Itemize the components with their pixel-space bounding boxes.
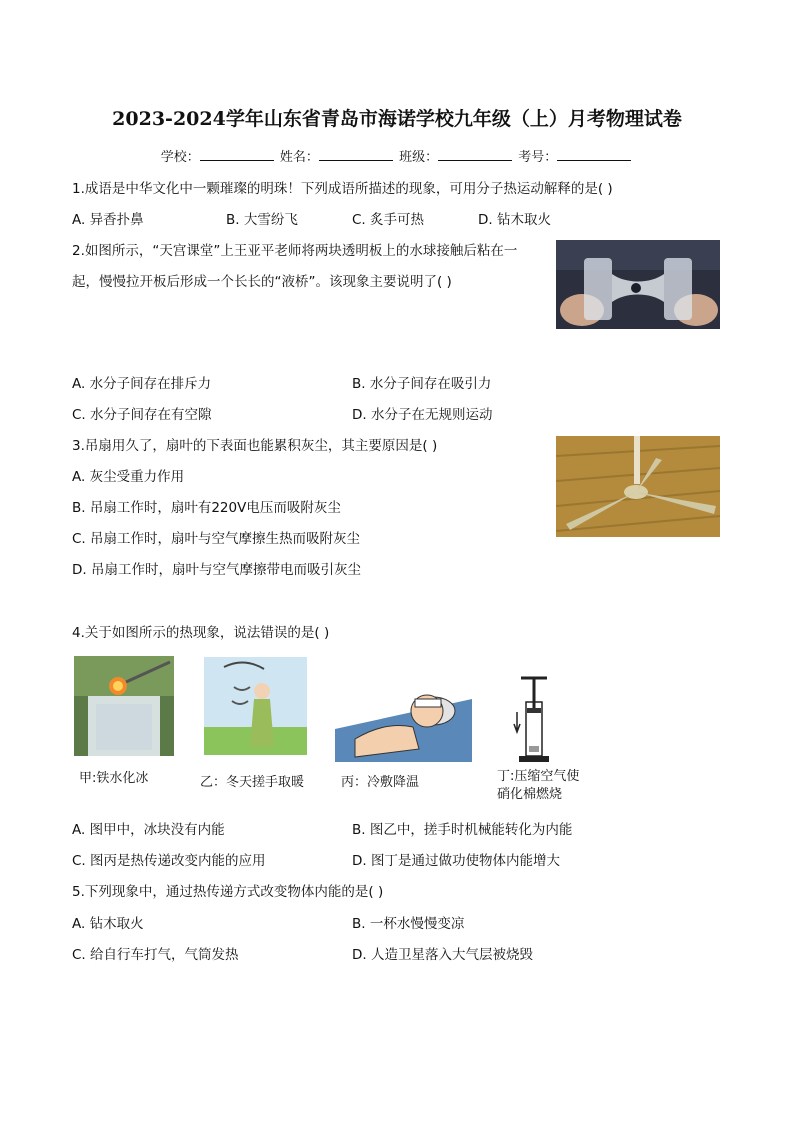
q3-option-d: D. 吊扇工作时，扇叶与空气摩擦带电而吸引灰尘 xyxy=(72,562,361,578)
q3-option-b: B. 吊扇工作时，扇叶有220V电压而吸附灰尘 xyxy=(72,500,341,516)
school-blank xyxy=(200,148,274,161)
school-label: 学校： xyxy=(160,150,200,165)
q4-option-c: C. 图丙是热传递改变内能的应用 xyxy=(72,853,266,869)
caption-ding-line2: 硝化棉燃烧 xyxy=(497,787,563,802)
question-5: 5.下列现象中，通过热传递方式改变物体内能的是( ) xyxy=(72,884,384,900)
ceiling-fan-photo xyxy=(556,436,720,537)
caption-ding-line1: 丁:压缩空气使 xyxy=(497,769,580,784)
exam-title: 2023-2024学年山东省青岛市海诺学校九年级（上）月考物理试卷 xyxy=(112,108,682,130)
rubbing-hands-cartoon xyxy=(204,657,307,755)
caption-jia: 甲:铁水化冰 xyxy=(79,771,149,786)
question-2-line1: 2.如图所示，“天宫课堂”上王亚平老师将两块透明板上的水球接触后粘在一 xyxy=(72,243,518,259)
caption-bing: 丙：冷敷降温 xyxy=(341,775,420,790)
q5-option-c: C. 给自行车打气，气筒发热 xyxy=(72,947,239,963)
air-compression-apparatus xyxy=(511,672,557,768)
name-label: 姓名： xyxy=(279,150,319,165)
exam-no-label: 考号： xyxy=(518,150,558,165)
q5-option-b: B. 一杯水慢慢变凉 xyxy=(352,916,465,932)
q1-option-a: A. 异香扑鼻 xyxy=(72,212,144,228)
q3-option-c: C. 吊扇工作时，扇叶与空气摩擦生热而吸附灰尘 xyxy=(72,531,361,547)
name-blank xyxy=(319,148,393,161)
q2-option-c: C. 水分子间存在有空隙 xyxy=(72,407,212,423)
q5-option-d: D. 人造卫星落入大气层被烧毁 xyxy=(352,947,533,963)
cold-compress-cartoon xyxy=(335,669,472,762)
q4-option-b: B. 图乙中，搓手时机械能转化为内能 xyxy=(352,822,573,838)
class-blank xyxy=(438,148,512,161)
q4-option-d: D. 图丁是通过做功使物体内能增大 xyxy=(352,853,560,869)
liquid-bridge-photo xyxy=(556,240,720,329)
question-1: 1.成语是中华文化中一颗璀璨的明珠！下列成语所描述的现象，可用分子热运动解释的是( ) xyxy=(72,181,613,197)
question-4: 4.关于如图所示的热现象，说法错误的是( ) xyxy=(72,625,330,641)
class-label: 班级： xyxy=(399,150,439,165)
caption-yi: 乙：冬天搓手取暖 xyxy=(200,775,305,790)
q3-option-a: A. 灰尘受重力作用 xyxy=(72,469,185,485)
iron-melting-ice-photo xyxy=(74,656,174,756)
q2-option-a: A. 水分子间存在排斥力 xyxy=(72,376,212,392)
q2-option-d: D. 水分子在无规则运动 xyxy=(352,407,493,423)
q1-option-d: D. 钻木取火 xyxy=(478,212,551,228)
q4-option-a: A. 图甲中，冰块没有内能 xyxy=(72,822,225,838)
q1-option-b: B. 大雪纷飞 xyxy=(226,212,298,228)
q1-option-c: C. 炙手可热 xyxy=(352,212,425,228)
question-2-line2: 起，慢慢拉开板后形成一个长长的“液桥”。该现象主要说明了( ) xyxy=(72,274,452,290)
q5-option-a: A. 钻木取火 xyxy=(72,916,144,932)
question-3: 3.吊扇用久了，扇叶的下表面也能累积灰尘，其主要原因是( ) xyxy=(72,438,438,454)
student-info-line xyxy=(0,146,794,165)
exam-no-blank xyxy=(557,148,631,161)
q2-option-b: B. 水分子间存在吸引力 xyxy=(352,376,492,392)
